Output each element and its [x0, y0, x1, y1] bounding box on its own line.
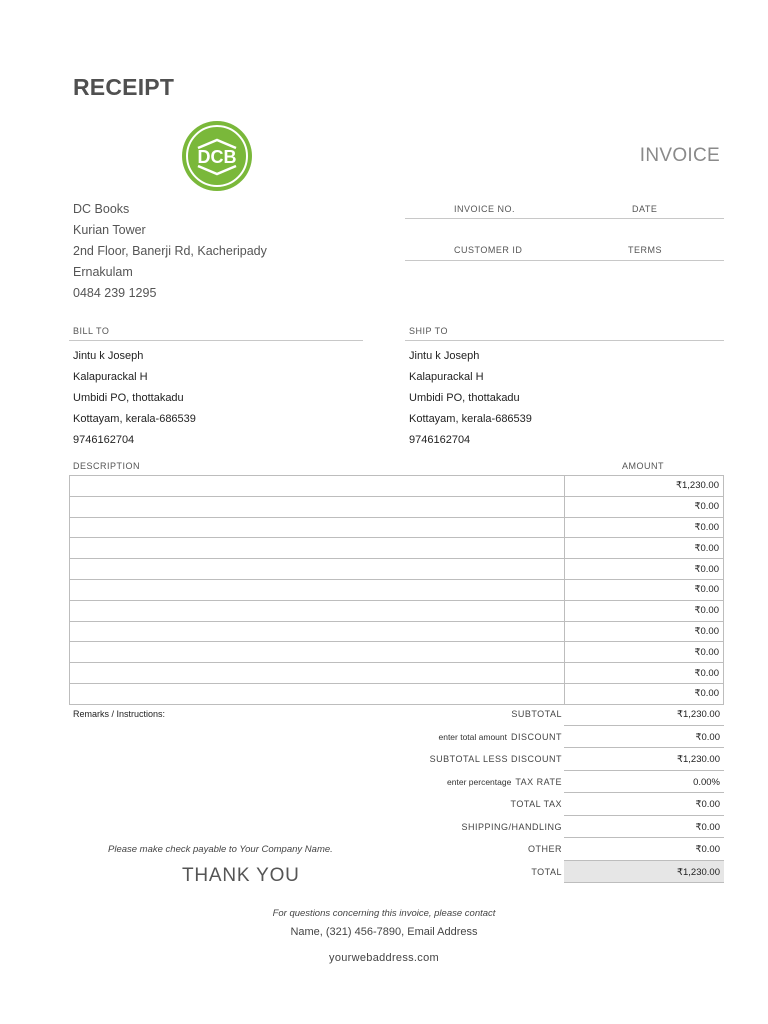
- company-address-line: Kurian Tower: [73, 223, 146, 237]
- company-name: DC Books: [73, 202, 130, 216]
- total-row: [400, 861, 724, 884]
- table-row: [70, 476, 724, 497]
- bill-to-line: Kottayam, kerala-686539: [73, 413, 196, 425]
- amount-cell[interactable]: ₹0.00: [565, 621, 724, 642]
- divider: [405, 260, 724, 261]
- table-row: [70, 517, 724, 538]
- amount-cell[interactable]: ₹0.00: [565, 538, 724, 559]
- table-row: [70, 496, 724, 517]
- description-cell[interactable]: [70, 538, 565, 559]
- tax-rate-label: TAX RATE: [515, 776, 562, 787]
- tax-rate-hint: enter percentage: [447, 776, 512, 787]
- bill-to-line: Jintu k Joseph: [73, 350, 144, 362]
- amount-cell[interactable]: ₹0.00: [565, 663, 724, 684]
- invoice-no-label: INVOICE NO.: [454, 204, 516, 214]
- tax-rate-value[interactable]: 0.00%: [564, 771, 724, 794]
- divider: [405, 218, 724, 219]
- amount-cell[interactable]: ₹1,230.00: [565, 476, 724, 497]
- tax-rate-row: [400, 771, 724, 794]
- amount-cell[interactable]: ₹0.00: [565, 559, 724, 580]
- description-cell[interactable]: [70, 663, 565, 684]
- invoice-heading: INVOICE: [639, 145, 720, 166]
- company-phone: 0484 239 1295: [73, 286, 157, 300]
- thank-you-text: THANK YOU: [182, 865, 300, 886]
- discount-label: DISCOUNT: [511, 731, 562, 742]
- subtotal-label: SUBTOTAL: [511, 709, 562, 719]
- description-cell[interactable]: [70, 621, 565, 642]
- amount-header: AMOUNT: [622, 461, 664, 471]
- divider: [69, 340, 363, 341]
- description-cell[interactable]: [70, 600, 565, 621]
- footer-web-address[interactable]: yourwebaddress.com: [329, 952, 439, 964]
- ship-to-label: SHIP TO: [409, 326, 449, 336]
- discount-row: [400, 726, 724, 749]
- description-cell[interactable]: [70, 496, 565, 517]
- company-address-line: 2nd Floor, Banerji Rd, Kacheripady: [73, 244, 267, 258]
- footer-contact: Name, (321) 456-7890, Email Address: [290, 926, 478, 938]
- company-address-line: Ernakulam: [73, 265, 133, 279]
- subtotal-less-discount-label: SUBTOTAL LESS DISCOUNT: [429, 754, 562, 764]
- table-row: [70, 621, 724, 642]
- shipping-row: [400, 816, 724, 839]
- divider: [405, 340, 724, 341]
- company-info: [73, 199, 267, 304]
- bill-to-line: Umbidi PO, thottakadu: [73, 392, 184, 404]
- total-tax-label: TOTAL TAX: [510, 799, 562, 809]
- date-label: DATE: [632, 204, 658, 214]
- ship-to-line: Kottayam, kerala-686539: [409, 413, 532, 425]
- other-label: OTHER: [528, 844, 562, 854]
- shipping-value[interactable]: ₹0.00: [564, 816, 724, 839]
- page-title: RECEIPT: [73, 74, 175, 100]
- total-tax-row: [400, 793, 724, 816]
- description-cell[interactable]: [70, 559, 565, 580]
- footer-questions: For questions concerning this invoice, please contact: [272, 908, 496, 919]
- shipping-label: SHIPPING/HANDLING: [461, 821, 562, 832]
- total-tax-value[interactable]: ₹0.00: [564, 793, 724, 816]
- dcb-logo-icon: [181, 120, 253, 192]
- discount-value[interactable]: ₹0.00: [564, 726, 724, 749]
- amount-cell[interactable]: ₹0.00: [565, 579, 724, 600]
- description-cell[interactable]: [70, 642, 565, 663]
- discount-hint: enter total amount: [438, 731, 507, 742]
- table-row: [70, 642, 724, 663]
- ship-to-address: [409, 346, 532, 451]
- remarks-label: Remarks / Instructions:: [73, 709, 166, 719]
- dcb-logo: [181, 120, 253, 192]
- description-header: DESCRIPTION: [73, 461, 141, 471]
- other-value[interactable]: ₹0.00: [564, 838, 724, 861]
- payable-note: Please make check payable to Your Company Name.: [108, 844, 333, 855]
- description-cell[interactable]: [70, 579, 565, 600]
- total-value[interactable]: ₹1,230.00: [564, 861, 724, 884]
- amount-cell[interactable]: ₹0.00: [565, 642, 724, 663]
- table-row: [70, 663, 724, 684]
- ship-to-line: 9746162704: [409, 434, 471, 446]
- ship-to-line: Kalapurackal H: [409, 371, 484, 383]
- bill-to-line: 9746162704: [73, 434, 135, 446]
- bill-to-label: BILL TO: [73, 326, 110, 336]
- ship-to-line: Umbidi PO, thottakadu: [409, 392, 520, 404]
- discount-label-group: [438, 732, 562, 742]
- description-cell[interactable]: [70, 517, 565, 538]
- terms-label: TERMS: [628, 245, 662, 255]
- amount-cell[interactable]: ₹0.00: [565, 496, 724, 517]
- amount-cell[interactable]: ₹0.00: [565, 600, 724, 621]
- subtotal-less-discount-value[interactable]: ₹1,230.00: [564, 748, 724, 771]
- amount-cell[interactable]: ₹0.00: [565, 517, 724, 538]
- table-row: [70, 559, 724, 580]
- subtotal-row: [400, 703, 724, 726]
- total-label: TOTAL: [531, 866, 562, 877]
- table-row: [70, 579, 724, 600]
- tax-rate-label-group: [447, 777, 562, 787]
- line-items-table: [69, 475, 724, 705]
- description-cell[interactable]: [70, 683, 565, 704]
- bill-to-address: [73, 346, 196, 451]
- other-row: [400, 838, 724, 861]
- bill-to-line: Kalapurackal H: [73, 371, 148, 383]
- amount-cell[interactable]: ₹0.00: [565, 683, 724, 704]
- table-row: [70, 683, 724, 704]
- customer-id-label: CUSTOMER ID: [454, 245, 523, 255]
- table-row: [70, 600, 724, 621]
- subtotal-less-discount-row: [400, 748, 724, 771]
- ship-to-line: Jintu k Joseph: [409, 350, 480, 362]
- description-cell[interactable]: [70, 476, 565, 497]
- table-row: [70, 538, 724, 559]
- subtotal-value[interactable]: ₹1,230.00: [564, 703, 724, 726]
- logo-text: DCB: [197, 147, 237, 167]
